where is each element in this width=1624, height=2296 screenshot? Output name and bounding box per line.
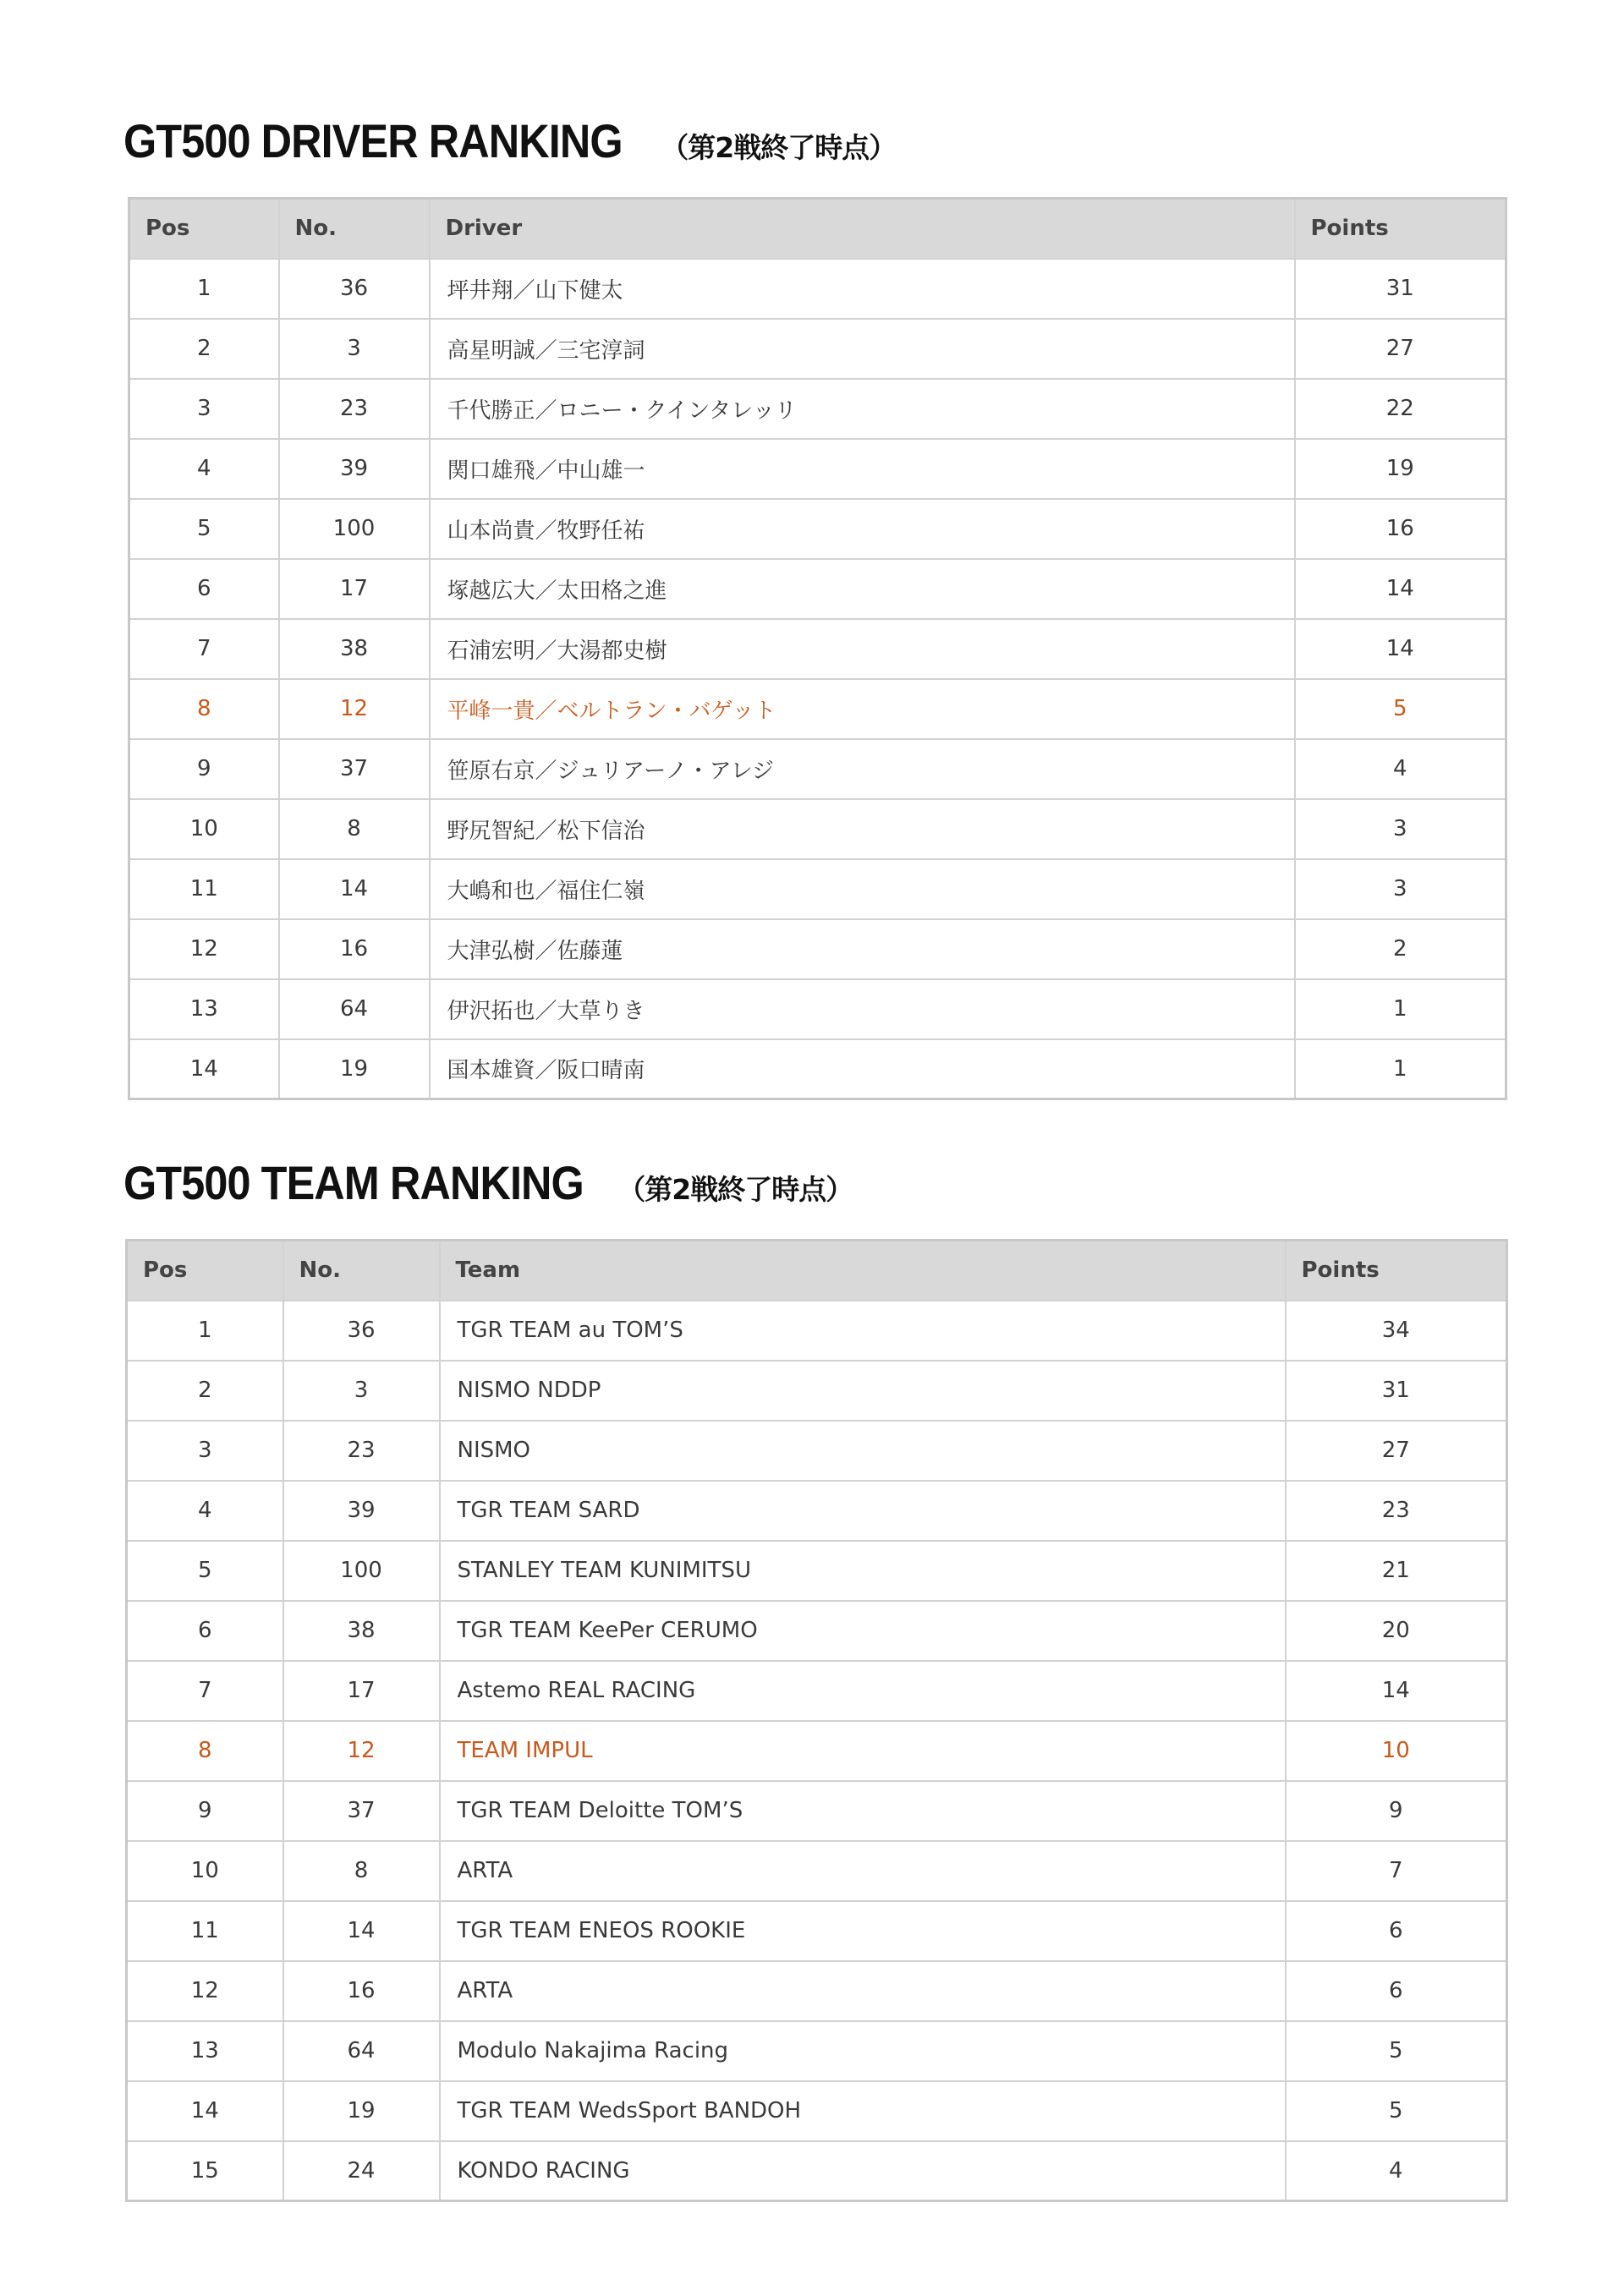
car-number-cell: 14 (279, 859, 430, 919)
position-cell: 12 (129, 919, 279, 979)
car-number-cell: 64 (279, 979, 430, 1039)
car-number-cell: 36 (279, 259, 430, 319)
car-number-cell: 17 (283, 1661, 440, 1721)
position-cell: 14 (129, 1039, 279, 1099)
position-cell: 2 (127, 1361, 283, 1421)
position-cell: 15 (127, 2141, 283, 2201)
table-row (129, 799, 1506, 859)
car-number-cell: 64 (283, 2021, 440, 2081)
team-name-cell: NISMO (440, 1421, 1286, 1481)
position-cell: 8 (127, 1721, 283, 1781)
points-cell: 19 (1295, 439, 1506, 499)
points-cell: 14 (1286, 1661, 1507, 1721)
points-cell: 9 (1286, 1781, 1507, 1841)
table-row (127, 1601, 1507, 1661)
driver-name-cell: 野尻智紀／松下信治 (430, 799, 1295, 859)
car-number-cell: 39 (283, 1481, 440, 1541)
car-number-cell: 100 (283, 1541, 440, 1601)
table-row (127, 2021, 1507, 2081)
team-name-cell: ARTA (440, 1961, 1286, 2021)
points-cell: 3 (1295, 799, 1506, 859)
team-name-cell: TGR TEAM WedsSport BANDOH (440, 2081, 1286, 2141)
points-cell: 4 (1295, 739, 1506, 799)
table-row (127, 1901, 1507, 1961)
car-number-cell: 37 (279, 739, 430, 799)
table-row (127, 1301, 1507, 1361)
car-number-cell: 39 (279, 439, 430, 499)
driver-ranking-heading (123, 113, 896, 168)
position-cell: 7 (129, 619, 279, 679)
car-number-cell: 23 (283, 1421, 440, 1481)
position-cell: 14 (127, 2081, 283, 2141)
table-row (127, 1421, 1507, 1481)
table-row (127, 1781, 1507, 1841)
points-cell: 4 (1286, 2141, 1507, 2201)
car-number-cell: 23 (279, 379, 430, 439)
points-cell: 5 (1295, 679, 1506, 739)
driver-ranking-subtitle: （第2戦終了時点） (661, 131, 897, 164)
column-header-no: No. (283, 1241, 440, 1301)
team-name-cell: Modulo Nakajima Racing (440, 2021, 1286, 2081)
table-row (129, 319, 1506, 379)
car-number-cell: 12 (279, 679, 430, 739)
driver-name-cell: 山本尚貴／牧野任祐 (430, 499, 1295, 559)
car-number-cell: 19 (279, 1039, 430, 1099)
points-cell: 6 (1286, 1901, 1507, 1961)
driver-name-cell: 国本雄資／阪口晴南 (430, 1039, 1295, 1099)
table-row (129, 859, 1506, 919)
points-cell: 14 (1295, 619, 1506, 679)
table-row (127, 1481, 1507, 1541)
team-ranking-subtitle: （第2戦終了時点） (617, 1173, 853, 1206)
driver-name-cell: 平峰一貴／ベルトラン・バゲット (430, 679, 1295, 739)
car-number-cell: 19 (283, 2081, 440, 2141)
driver-name-cell: 高星明誠／三宅淳詞 (430, 319, 1295, 379)
team-name-cell: TGR TEAM SARD (440, 1481, 1286, 1541)
points-cell: 31 (1286, 1361, 1507, 1421)
points-cell: 2 (1295, 919, 1506, 979)
points-cell: 16 (1295, 499, 1506, 559)
position-cell: 11 (127, 1901, 283, 1961)
driver-name-cell: 塚越広大／太田格之進 (430, 559, 1295, 619)
column-header-driver: Driver (430, 199, 1295, 259)
points-cell: 1 (1295, 979, 1506, 1039)
table-row (127, 1961, 1507, 2021)
points-cell: 3 (1295, 859, 1506, 919)
table-row (129, 679, 1506, 739)
column-header-points: Points (1286, 1241, 1507, 1301)
position-cell: 12 (127, 1961, 283, 2021)
position-cell: 13 (129, 979, 279, 1039)
position-cell: 6 (127, 1601, 283, 1661)
position-cell: 10 (129, 799, 279, 859)
table-row (129, 619, 1506, 679)
team-name-cell: TGR TEAM KeePer CERUMO (440, 1601, 1286, 1661)
table-row (127, 2141, 1507, 2201)
car-number-cell: 37 (283, 1781, 440, 1841)
points-cell: 7 (1286, 1841, 1507, 1901)
car-number-cell: 38 (283, 1601, 440, 1661)
points-cell: 27 (1295, 319, 1506, 379)
team-ranking-rows (127, 1301, 1507, 2201)
driver-name-cell: 坪井翔／山下健太 (430, 259, 1295, 319)
car-number-cell: 36 (283, 1301, 440, 1361)
table-row (129, 439, 1506, 499)
car-number-cell: 100 (279, 499, 430, 559)
position-cell: 4 (129, 439, 279, 499)
driver-name-cell: 大津弘樹／佐藤蓮 (430, 919, 1295, 979)
car-number-cell: 16 (279, 919, 430, 979)
car-number-cell: 8 (279, 799, 430, 859)
position-cell: 6 (129, 559, 279, 619)
points-cell: 5 (1286, 2081, 1507, 2141)
points-cell: 6 (1286, 1961, 1507, 2021)
table-row (127, 1721, 1507, 1781)
position-cell: 5 (127, 1541, 283, 1601)
points-cell: 31 (1295, 259, 1506, 319)
position-cell: 11 (129, 859, 279, 919)
driver-ranking-rows (129, 259, 1506, 1099)
points-cell: 5 (1286, 2021, 1507, 2081)
column-header-pos: Pos (129, 199, 279, 259)
table-row (127, 1541, 1507, 1601)
position-cell: 8 (129, 679, 279, 739)
team-name-cell: KONDO RACING (440, 2141, 1286, 2201)
team-name-cell: NISMO NDDP (440, 1361, 1286, 1421)
position-cell: 3 (127, 1421, 283, 1481)
table-row (129, 739, 1506, 799)
position-cell: 1 (127, 1301, 283, 1361)
driver-ranking-title: GT500 DRIVER RANKING (123, 114, 623, 167)
table-row (127, 2081, 1507, 2141)
driver-name-cell: 関口雄飛／中山雄一 (430, 439, 1295, 499)
driver-name-cell: 石浦宏明／大湯都史樹 (430, 619, 1295, 679)
position-cell: 5 (129, 499, 279, 559)
column-header-points: Points (1295, 199, 1506, 259)
table-row (129, 919, 1506, 979)
table-row (127, 1841, 1507, 1901)
position-cell: 9 (127, 1781, 283, 1841)
team-name-cell: ARTA (440, 1841, 1286, 1901)
points-cell: 20 (1286, 1601, 1507, 1661)
table-row (129, 499, 1506, 559)
table-row (129, 979, 1506, 1039)
table-row (129, 259, 1506, 319)
team-ranking-title: GT500 TEAM RANKING (123, 1156, 584, 1209)
position-cell: 10 (127, 1841, 283, 1901)
team-name-cell: STANLEY TEAM KUNIMITSU (440, 1541, 1286, 1601)
car-number-cell: 3 (283, 1361, 440, 1421)
team-name-cell: TEAM IMPUL (440, 1721, 1286, 1781)
points-cell: 21 (1286, 1541, 1507, 1601)
table-row (129, 559, 1506, 619)
position-cell: 2 (129, 319, 279, 379)
car-number-cell: 8 (283, 1841, 440, 1901)
table-header-row (127, 1241, 1507, 1301)
position-cell: 9 (129, 739, 279, 799)
points-cell: 34 (1286, 1301, 1507, 1361)
points-cell: 10 (1286, 1721, 1507, 1781)
table-header-row (129, 199, 1506, 259)
points-cell: 27 (1286, 1421, 1507, 1481)
table-row (127, 1661, 1507, 1721)
points-cell: 14 (1295, 559, 1506, 619)
car-number-cell: 3 (279, 319, 430, 379)
car-number-cell: 38 (279, 619, 430, 679)
team-name-cell: TGR TEAM au TOM’S (440, 1301, 1286, 1361)
position-cell: 4 (127, 1481, 283, 1541)
points-cell: 22 (1295, 379, 1506, 439)
driver-ranking-table (128, 197, 1507, 1100)
points-cell: 23 (1286, 1481, 1507, 1541)
driver-name-cell: 大嶋和也／福住仁嶺 (430, 859, 1295, 919)
column-header-pos: Pos (127, 1241, 283, 1301)
driver-name-cell: 笹原右京／ジュリアーノ・アレジ (430, 739, 1295, 799)
car-number-cell: 14 (283, 1901, 440, 1961)
position-cell: 13 (127, 2021, 283, 2081)
car-number-cell: 24 (283, 2141, 440, 2201)
position-cell: 1 (129, 259, 279, 319)
table-row (129, 1039, 1506, 1099)
column-header-no: No. (279, 199, 430, 259)
team-name-cell: TGR TEAM Deloitte TOM’S (440, 1781, 1286, 1841)
table-row (129, 379, 1506, 439)
column-header-team: Team (440, 1241, 1286, 1301)
points-cell: 1 (1295, 1039, 1506, 1099)
car-number-cell: 12 (283, 1721, 440, 1781)
team-ranking-heading (123, 1155, 853, 1210)
car-number-cell: 16 (283, 1961, 440, 2021)
position-cell: 7 (127, 1661, 283, 1721)
table-row (127, 1361, 1507, 1421)
team-name-cell: Astemo REAL RACING (440, 1661, 1286, 1721)
car-number-cell: 17 (279, 559, 430, 619)
driver-name-cell: 千代勝正／ロニー・クインタレッリ (430, 379, 1295, 439)
team-ranking-table (125, 1239, 1508, 2202)
position-cell: 3 (129, 379, 279, 439)
team-name-cell: TGR TEAM ENEOS ROOKIE (440, 1901, 1286, 1961)
driver-name-cell: 伊沢拓也／大草りき (430, 979, 1295, 1039)
